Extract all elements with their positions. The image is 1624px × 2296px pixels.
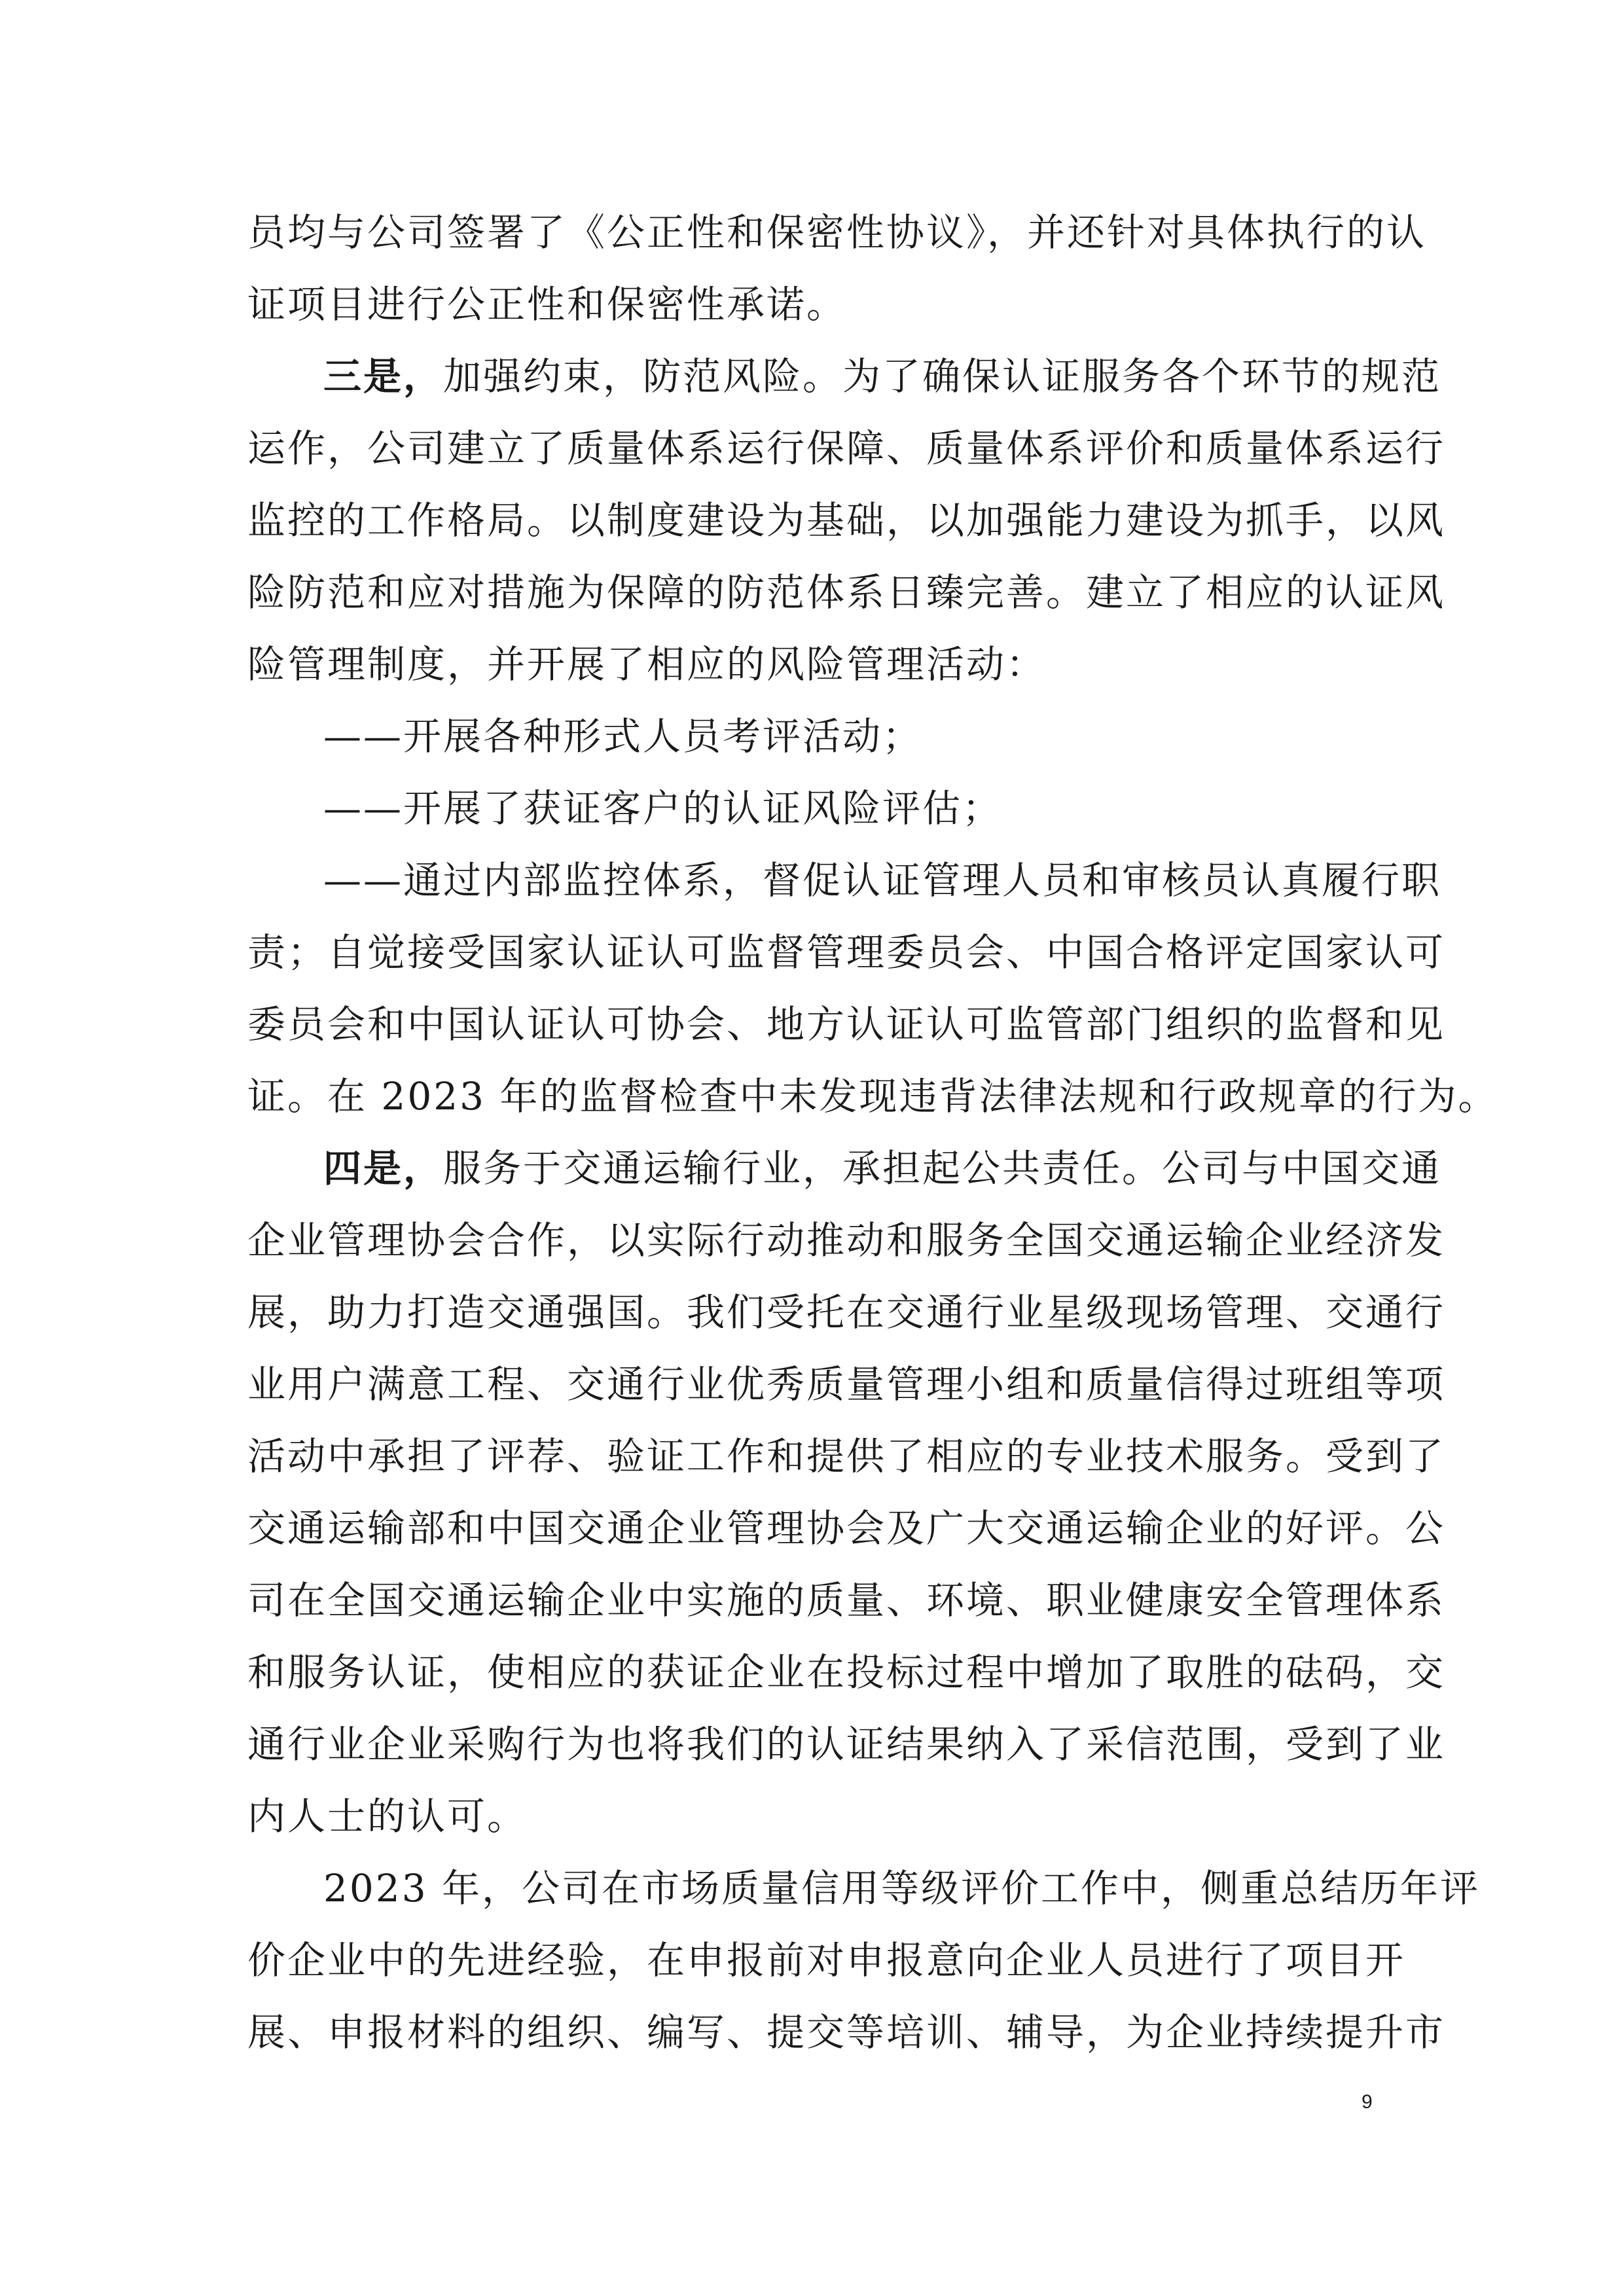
text-line xyxy=(247,628,1377,700)
line-text: 企业管理协会合作，以实际行动推动和服务全国交通运输企业经济发 xyxy=(247,1218,1446,1263)
text-line xyxy=(247,772,1377,844)
line-text: 运作，公司建立了质量体系运行保障、质量体系评价和质量体系运行 xyxy=(247,426,1446,471)
text-line xyxy=(247,1132,1442,1204)
line-text: ——通过内部监控体系，督促认证管理人员和审核员认真履行职 xyxy=(323,858,1442,903)
text-line xyxy=(247,1060,1498,1132)
text-line xyxy=(247,1636,1446,1708)
text-line xyxy=(247,268,1377,340)
line-text: 活动中承担了评荐、验证工作和提供了相应的专业技术服务。受到了 xyxy=(247,1434,1446,1479)
line-text: 险防范和应对措施为保障的防范体系日臻完善。建立了相应的认证风 xyxy=(247,570,1446,615)
line-text: 展、申报材料的组织、编写、提交等培训、辅导，为企业持续提升市 xyxy=(247,2010,1446,2054)
text-line xyxy=(247,1924,1406,1996)
line-text: 责；自觉接受国家认证认可监督管理委员会、中国合格评定国家认可 xyxy=(247,930,1446,975)
text-line xyxy=(247,1780,1377,1852)
text-line xyxy=(247,1348,1446,1420)
line-text: 加强约束，防范风险。为了确保认证服务各个环节的规范 xyxy=(443,354,1442,399)
page-number: 9 xyxy=(1362,2091,1373,2113)
text-line xyxy=(247,484,1446,556)
line-text: ——开展各种形式人员考评活动； xyxy=(323,714,923,759)
line-text: ——开展了获证客户的认证风险评估； xyxy=(323,786,1003,831)
text-line xyxy=(247,196,1427,268)
line-text: 交通运输部和中国交通企业管理协会及广大交通运输企业的好评。公 xyxy=(247,1506,1446,1551)
text-line xyxy=(247,1852,1481,1924)
text-line xyxy=(247,340,1442,412)
text-line xyxy=(247,844,1442,916)
line-text: 服务于交通运输行业，承担起公共责任。公司与中国交通 xyxy=(443,1146,1442,1191)
text-line xyxy=(247,700,1377,772)
text-line xyxy=(247,556,1446,628)
text-line xyxy=(247,1564,1446,1636)
line-text: 证项目进行公正性和保密性承诺。 xyxy=(247,282,847,327)
text-line xyxy=(247,1996,1446,2068)
line-text: 展，助力打造交通强国。我们受托在交通行业星级现场管理、交通行 xyxy=(247,1290,1446,1335)
line-text: 监控的工作格局。以制度建设为基础，以加强能力建设为抓手，以风 xyxy=(247,498,1446,543)
line-text: 证。在 2023 年的监督检查中未发现违背法律法规和行政规章的行为。 xyxy=(247,1074,1498,1119)
text-line xyxy=(247,1420,1446,1492)
line-text: 委员会和中国认证认可协会、地方认证认可监管部门组织的监督和见 xyxy=(247,1002,1446,1047)
text-line xyxy=(247,1708,1446,1780)
line-text: 通行业企业采购行为也将我们的认证结果纳入了采信范围，受到了业 xyxy=(247,1722,1446,1767)
line-text: 和服务认证，使相应的获证企业在投标过程中增加了取胜的砝码，交 xyxy=(247,1650,1446,1695)
text-line xyxy=(247,988,1446,1060)
text-line xyxy=(247,1492,1446,1564)
line-text: 业用户满意工程、交通行业优秀质量管理小组和质量信得过班组等项 xyxy=(247,1362,1446,1407)
text-line xyxy=(247,412,1446,484)
document-body xyxy=(247,196,1498,2068)
text-line xyxy=(247,916,1446,988)
line-text: 员均与公司签署了《公正性和保密性协议》，并还针对具体执行的认 xyxy=(247,210,1427,255)
line-text: 价企业中的先进经验，在申报前对申报意向企业人员进行了项目开 xyxy=(247,1938,1406,1982)
line-text: 2023 年，公司在市场质量信用等级评价工作中，侧重总结历年评 xyxy=(323,1866,1481,1910)
line-text: 险管理制度，并开展了相应的风险管理活动： xyxy=(247,642,1047,687)
paragraph-lead: 四是， xyxy=(323,1146,444,1191)
text-line xyxy=(247,1276,1446,1348)
text-line xyxy=(247,1204,1446,1276)
line-text: 司在全国交通运输企业中实施的质量、环境、职业健康安全管理体系 xyxy=(247,1578,1446,1623)
line-text: 内人士的认可。 xyxy=(247,1794,528,1839)
paragraph-lead: 三是， xyxy=(323,354,444,399)
